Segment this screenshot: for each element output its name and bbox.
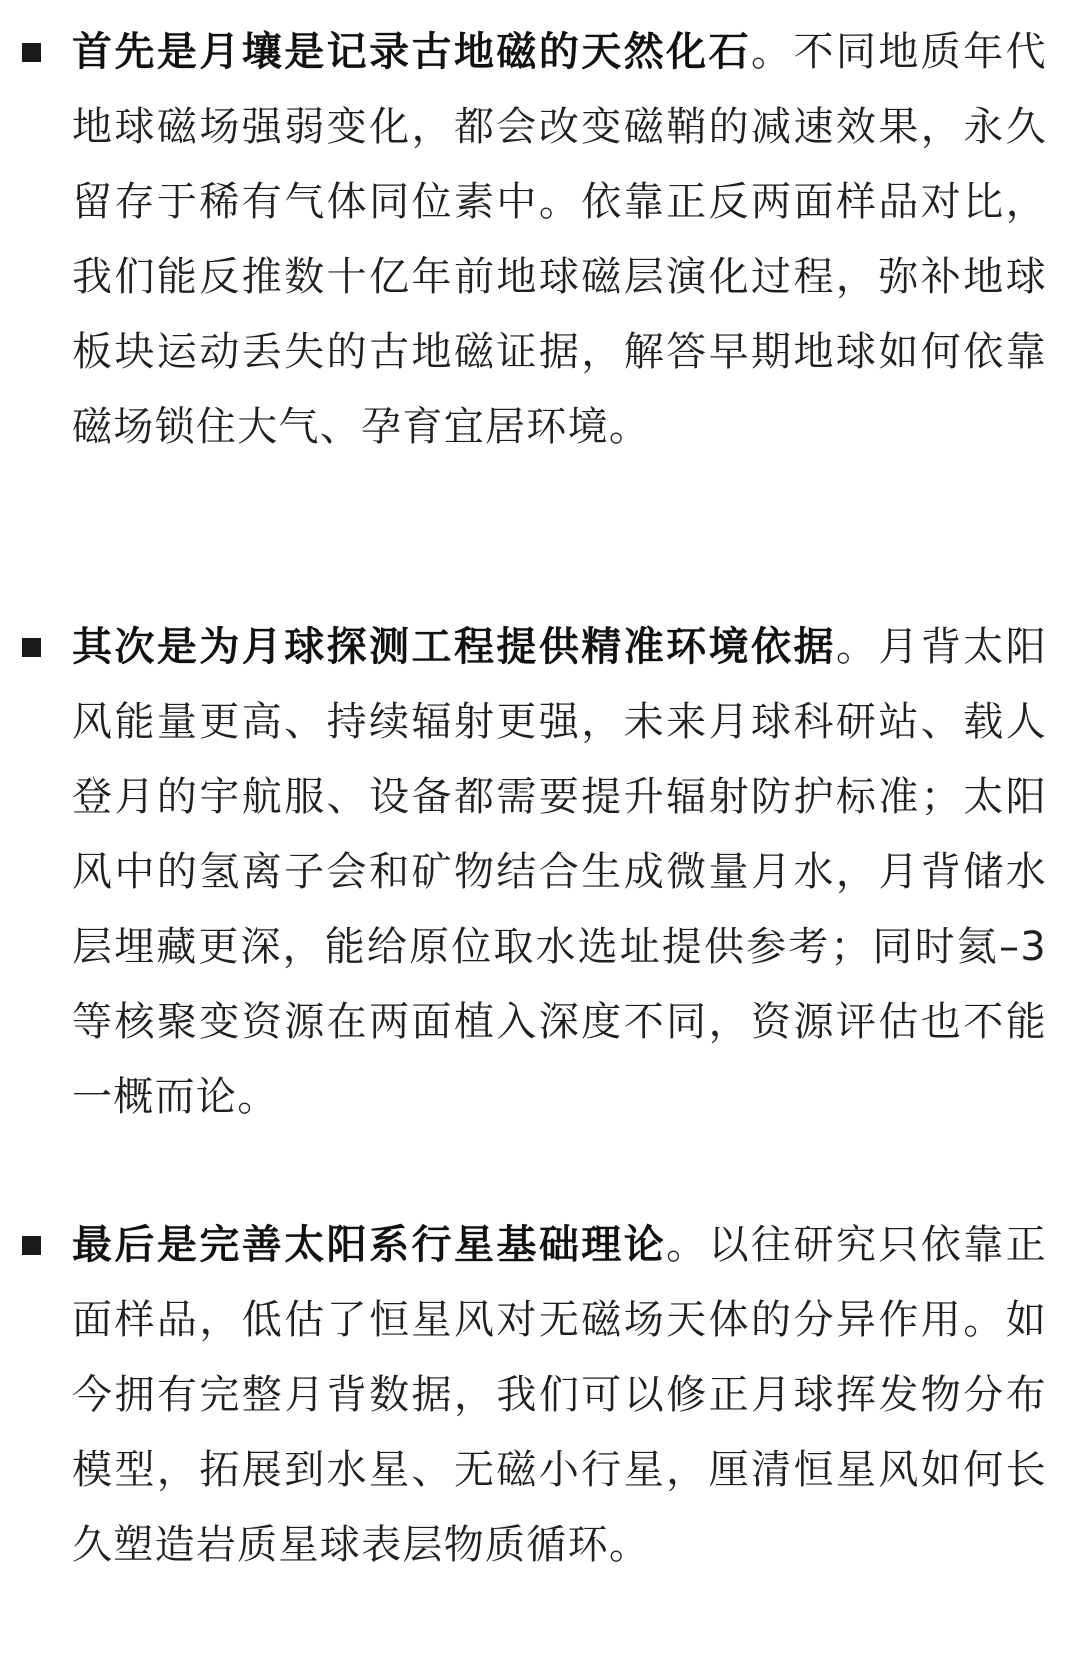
square-bullet-icon xyxy=(22,638,41,657)
bullet-paragraph xyxy=(72,1208,1047,1583)
bullet-body: 。以往研究只依靠正面样品，低估了恒星风对无磁场天体的分异作用。如今拥有完整月背数据，我们可以修正月球挥发物分布模型，拓展到水星、无磁小行星，厘清恒星风如何长久塑造岩质星球表层物质循环。 xyxy=(72,1222,1047,1568)
bullet-body: 。月背太阳风能量更高、持续辐射更强，未来月球科研站、载人登月的宇航服、设备都需要提升辐射防护标准；太阳风中的氢离子会和矿物结合生成微量月水，月背储水层埋藏更深，能给原位取水选址提供参考；同时氦–3等核聚变资源在两面植入深度不同，资源评估也不能一概而论。 xyxy=(72,624,1047,1120)
bullet-heading: 其次是为月球探测工程提供精准环境依据 xyxy=(72,624,836,670)
bullet-paragraph xyxy=(72,15,1047,465)
bullet-body: 。不同地质年代地球磁场强弱变化，都会改变磁鞘的减速效果，永久留存于稀有气体同位素中。依靠正反两面样品对比，我们能反推数十亿年前地球磁层演化过程，弥补地球板块运动丢失的古地磁证据，解答早期地球如何依靠磁场锁住大气、孕育宜居环境。 xyxy=(72,29,1047,450)
bullet-heading: 首先是月壤是记录古地磁的天然化石 xyxy=(72,29,752,75)
bullet-heading: 最后是完善太阳系行星基础理论 xyxy=(72,1222,667,1268)
bullet-paragraph xyxy=(72,610,1047,1135)
square-bullet-icon xyxy=(22,1236,41,1255)
square-bullet-icon xyxy=(22,43,41,62)
